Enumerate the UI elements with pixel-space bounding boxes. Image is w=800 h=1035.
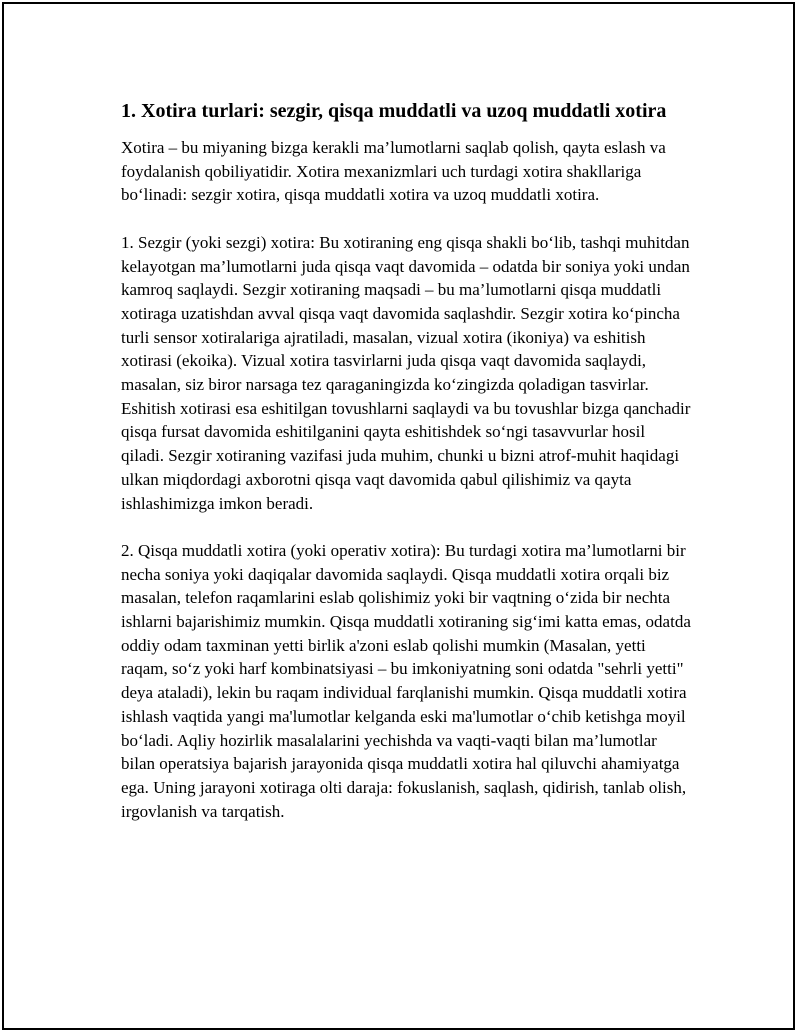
sensory-memory-paragraph: 1. Sezgir (yoki sezgi) xotira: Bu xotiraning eng qisqa shakli bo‘lib, tashqi muhitdan kelayotgan ma’lumotlarni juda qisqa vaqt davomida – odatda bir soniya yoki undan kamroq saqlaydi. Sezgir xotiraning maqsadi – bu ma’lumotlarni qisqa muddatli xotiraga uzatishdan avval qisqa vaqt davomida saqlashdir. Sezgir xotira ko‘pincha turli sensor xotiralariga ajratiladi, masalan, vizual xotira (ikoniya) va eshitish xotirasi (ekoika). Vizual xotira tasvirlarni juda qisqa vaqt davomida saqlaydi, masalan, siz biror narsaga tez qaraganingizda ko‘zingizda qoladigan tasvirlar. Eshitish xotirasi esa eshitilgan tovushlarni saqlaydi va bu tovushlar bizga qanchadir qisqa fursat davomida eshitilganini qayta eshitishdek so‘ngi tasavvurlar hosil qiladi. Sezgir xotiraning vazifasi juda muhim, chunki u bizni atrof-muhit haqidagi ulkan miqdordagi axborotni qisqa vaqt davomida qabul qilishimiz va qayta ishlashimizga imkon beradi. bbox=[121, 232, 691, 513]
intro-paragraph: Xotira – bu miyaning bizga kerakli ma’lumotlarni saqlab qolish, qayta eslash va foydalanish qobiliyatidir. Xotira mexanizmlari uch turdagi xotira shakllariga bo‘linadi: sezgir xotira, qisqa muddatli xotira va uzoq muddatli xotira. bbox=[121, 138, 666, 205]
page-frame bbox=[2, 2, 795, 1030]
document-body bbox=[121, 98, 691, 823]
section-heading: 1. Xotira turlari: sezgir, qisqa muddatli va uzoq muddatli xotira bbox=[121, 100, 667, 122]
short-term-memory-paragraph: 2. Qisqa muddatli xotira (yoki operativ xotira): Bu turdagi xotira ma’lumotlarni bir necha soniya yoki daqiqalar davomida saqlaydi. Qisqa muddatli xotira orqali biz masalan, telefon raqamlarini eslab qolishimiz yoki bir vaqtning o‘zida bir nechta ishlarni bajarishimiz mumkin. Qisqa muddatli xotiraning sig‘imi katta emas, odatda oddiy odam taxminan yetti birlik a'zoni eslab qolishi mumkin (Masalan, yetti raqam, so‘z yoki harf kombinatsiyasi – bu imkoniyatning soni odatda "sehrli yetti" deya ataladi), lekin bu raqam individual farqlanishi mumkin. Qisqa muddatli xotira ishlash vaqtida yangi ma'lumotlar kelganda eski ma'lumotlar o‘chib ketishga moyil bo‘ladi. Aqliy hozirlik masalalarini yechishda va vaqti-vaqti bilan ma’lumotlar bilan operatsiya bajarish jarayonida qisqa muddatli xotira hal qiluvchi ahamiyatga ega. Uning jarayoni xotiraga olti daraja: fokuslanish, saqlash, qidirish, tanlab olish, irgovlanish va tarqatish. bbox=[121, 540, 691, 821]
